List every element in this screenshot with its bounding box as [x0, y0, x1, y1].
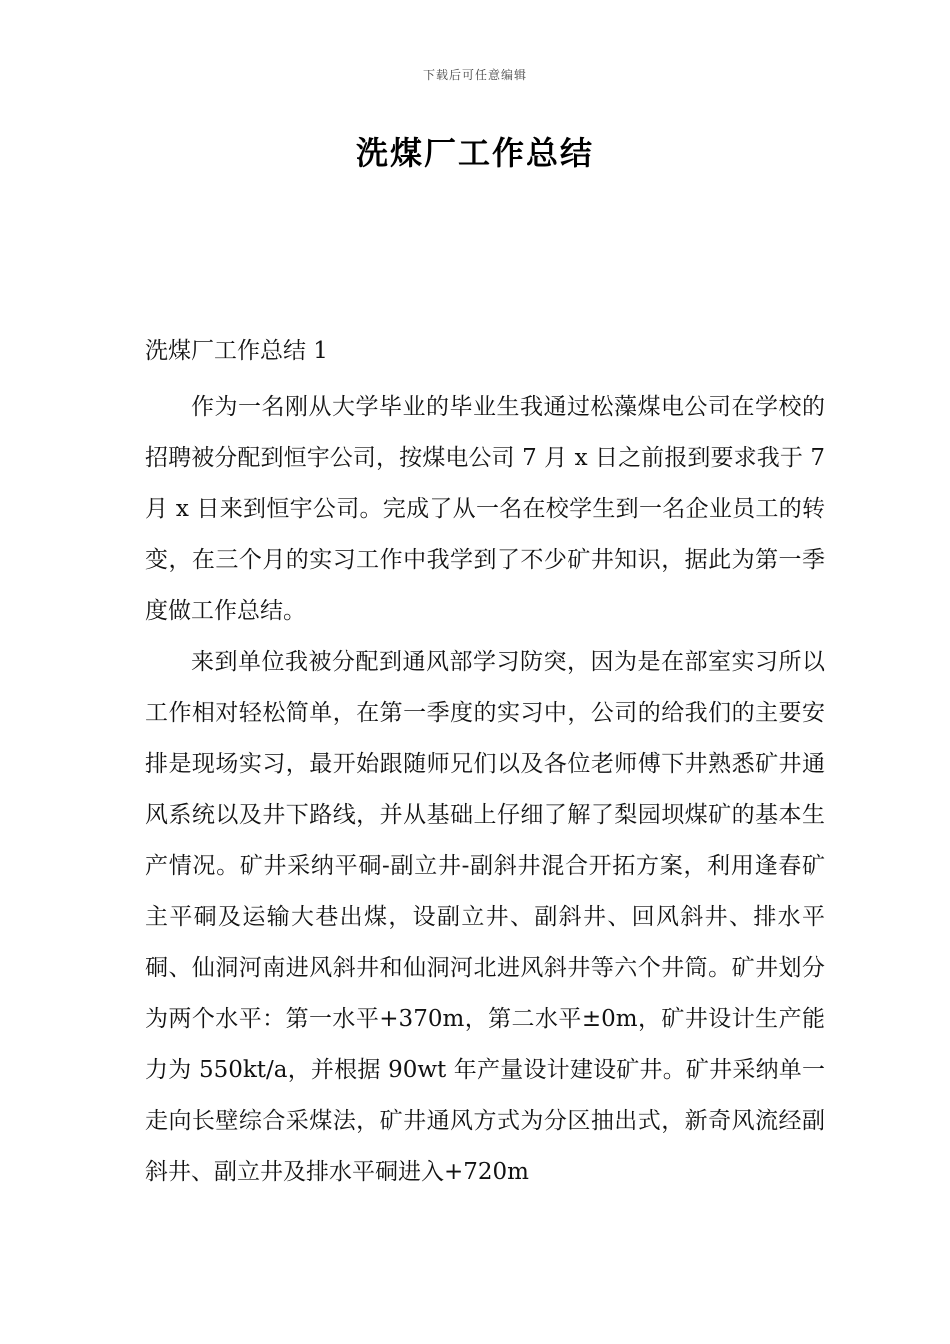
- body-paragraph-2: 来到单位我被分配到通风部学习防突，因为是在部室实习所以工作相对轻松简单，在第一季度的实习中，公司的给我们的主要安排是现场实习，最开始跟随师兄们以及各位老师傅下井熟悉矿井通风系统以及井下路线，并从基础上仔细了解了梨园坝煤矿的基本生产情况。矿井采纳平硐-副立井-副斜井混合开拓方案，利用逢春矿主平硐及运输大巷出煤，设副立井、副斜井、回风斜井、排水平硐、仙洞河南进风斜井和仙洞河北进风斜井等六个井筒。矿井划分为两个水平：第一水平+370m，第二水平±0m，矿井设计生产能力为 550kt/a，并根据 90wt 年产量设计建设矿井。矿井采纳单一走向长壁综合采煤法，矿井通风方式为分区抽出式，新奇风流经副斜井、副立井及排水平硐进入+720m: [145, 649, 825, 1185]
- section-heading: 洗煤厂工作总结 1: [145, 338, 328, 364]
- body-paragraph-1: 作为一名刚从大学毕业的毕业生我通过松藻煤电公司在学校的招聘被分配到恒宇公司，按煤电公司 7 月 x 日之前报到要求我于 7 月 x 日来到恒宇公司。完成了从一名在校学生到一名企业员工的转变，在三个月的实习工作中我学到了不少矿井知识，据此为第一季度做工作总结。: [145, 394, 825, 624]
- document-body: [145, 332, 825, 1198]
- page-header-note: 下载后可任意编辑: [422, 68, 527, 82]
- document-title: 洗煤厂工作总结: [355, 134, 594, 172]
